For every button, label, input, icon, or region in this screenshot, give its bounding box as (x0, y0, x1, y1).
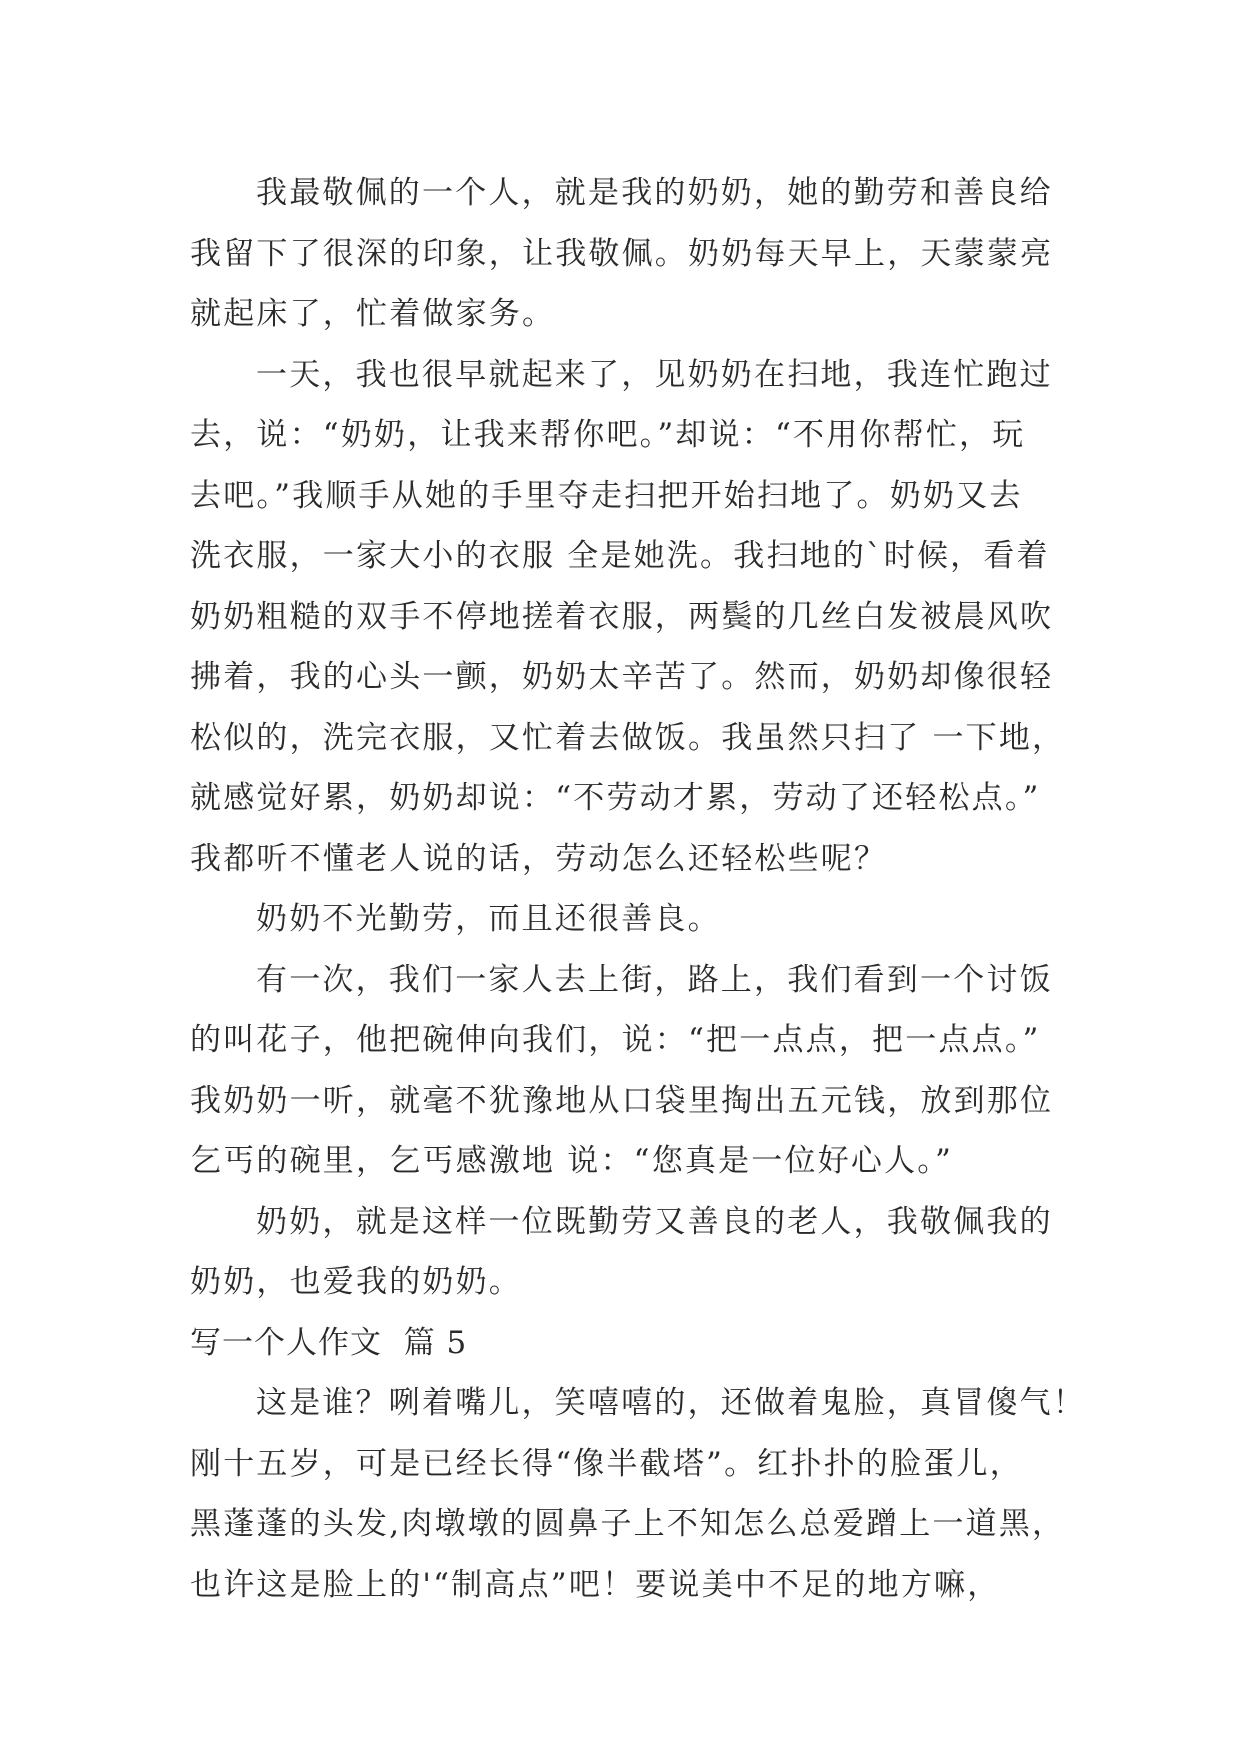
paragraph-line: 就起床了，忙着做家务。 (190, 296, 556, 332)
paragraph-line: 我留下了很深的印象，让我敬佩。奶奶每天早上，天蒙蒙亮 (190, 235, 1054, 272)
paragraph-line: 也许这是脸上的'“制高点”吧！要说美中不足的地方嘛， (190, 1566, 1001, 1603)
paragraph-line: 我都听不懂老人说的话，劳动怎么还轻松些呢？ (190, 840, 888, 877)
paragraph-line: 去，说：“奶奶，让我来帮你吧。”却说：“不用你帮忙，玩 (190, 417, 1026, 453)
paragraph-line: 奶奶，就是这样一位既勤劳又善良的老人，我敬佩我的 (256, 1203, 1053, 1240)
paragraph-line: 就感觉好累，奶奶却说：“不劳动才累，劳动了还轻松点。” (190, 780, 1041, 816)
paragraph-line: 我最敬佩的一个人，就是我的奶奶，她的勤劳和善良给 (256, 175, 1053, 211)
paragraph-line: 的叫花子，他把碗伸向我们，说：“把一点点，把一点点。” (190, 1022, 1041, 1058)
paragraph-line: 这是谁？咧着嘴儿，笑嘻嘻的，还做着鬼脸，真冒傻气！ (256, 1385, 1086, 1421)
paragraph-line: 一天，我也很早就起来了，见奶奶在扫地，我连忙跑过 (256, 356, 1053, 393)
paragraph-line: 洗衣服，一家大小的衣服 全是她洗。我扫地的`时候，看着 (190, 538, 1050, 574)
paragraph-line: 奶奶不光勤劳，而且还很善良。 (256, 901, 721, 937)
section-heading: 写一个人作文 篇 5 (190, 1324, 468, 1361)
essay-body (190, 163, 1086, 1615)
paragraph-line: 拂着，我的心头一颤，奶奶太辛苦了。然而，奶奶却像很轻 (190, 659, 1054, 695)
paragraph-line: 乞丐的碗里，乞丐感激地 说：“您真是一位好心人。” (190, 1143, 954, 1179)
paragraph-line: 我奶奶一听，就毫不犹豫地从口袋里掏出五元钱，放到那位 (190, 1082, 1054, 1119)
paragraph-line: 有一次，我们一家人去上街，路上，我们看到一个讨饭 (256, 961, 1053, 998)
paragraph-line: 松似的，洗完衣服，又忙着去做饭。我虽然只扫了 一下地， (190, 719, 1066, 756)
paragraph-line: 黑蓬蓬的头发,肉墩墩的圆鼻子上不知怎么总爱蹭上一道黑， (190, 1506, 1066, 1542)
paragraph-line: 刚十五岁，可是已经长得“像半截塔”。红扑扑的脸蛋儿， (190, 1445, 1023, 1482)
paragraph-line: 去吧。”我顺手从她的手里夺走扫把开始扫地了。奶奶又去 (190, 477, 1023, 514)
paragraph-line: 奶奶粗糙的双手不停地搓着衣服，两鬓的几丝白发被晨风吹 (190, 598, 1054, 635)
paragraph-line: 奶奶，也爱我的奶奶。 (190, 1264, 522, 1300)
